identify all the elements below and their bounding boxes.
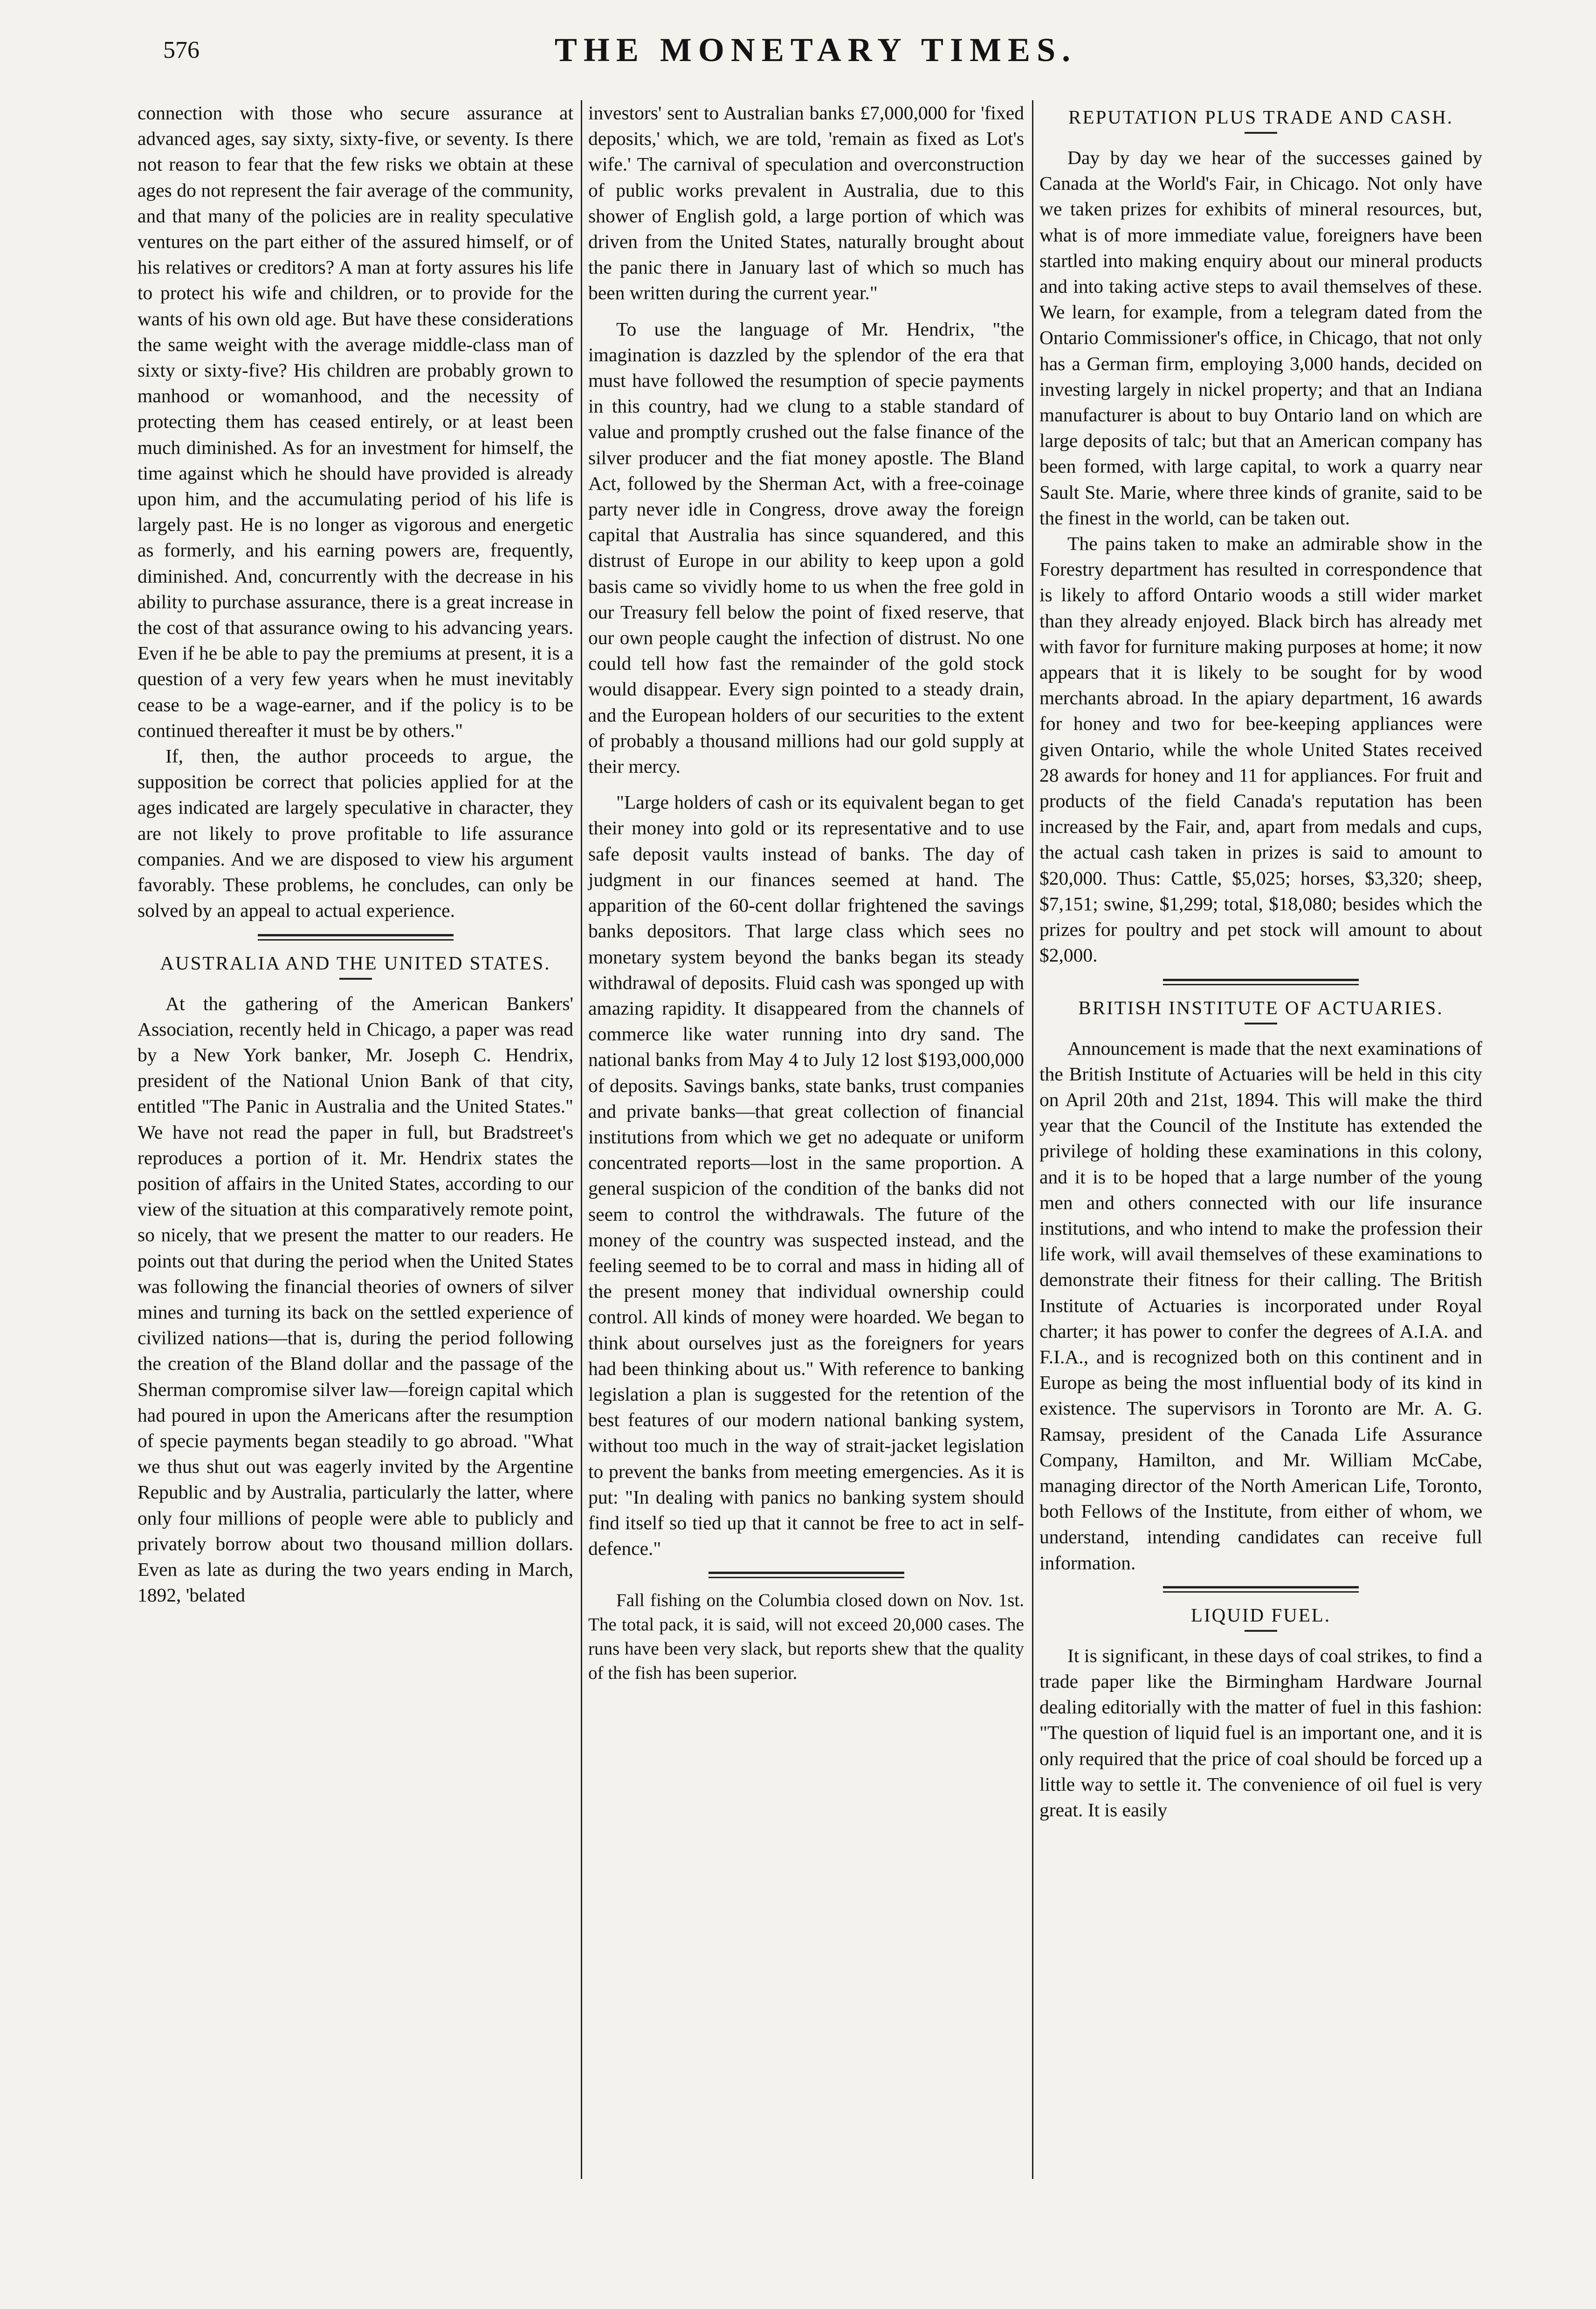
article-paragraph: Announcement is made that the next examinations of the British Institute of Actuaries will be held in this city on April 20th and 21st, 1894. This will make the third year that the Council of the Institute has extended the privilege of holding these examinations in this colony, and it is to be hoped that a large number of the young men and others connected with our life insurance institutions, and who intend to make the profession their life work, will avail themselves of these examinations to demonstrate their fitness for their calling. The British Institute of Actuaries is incorporated under Royal charter; it has power to confer the degrees of A.I.A. and F.I.A., and is recognized both on this continent and in Europe as being the most influential body of its kind in existence. The supervisors in Toronto are Mr. A. G. Ramsay, president of the Canada Life Assurance Company, Hamilton, and Mr. William McCabe, managing director of the North American Life, Toronto, both Fellows of the Institute, from either of whom, we understand, intending candidates can receive full information. xyxy=(1039,1037,1482,1574)
page-number: 576 xyxy=(163,37,200,63)
column-divider xyxy=(1032,100,1033,2179)
article-paragraph: investors' sent to Australian banks £7,000,000 for 'fixed deposits,' which, we are told, 'remain as fixed as Lot's wife.' The carnival of speculation and overconstruction of public works prevalent in Australia, due to this shower of English gold, a large portion of which was driven from the United States, naturally brought about the panic there in January last of which so much has been written during the current year." xyxy=(588,102,1024,304)
heading-rule xyxy=(1245,1630,1277,1632)
news-note: Fall fishing on the Columbia closed down on Nov. 1st. The total pack, it is said, will not exceed 20,000 cases. The runs have been very slack, but reports shew that the quality of the fish has been superior. xyxy=(588,1590,1024,1684)
masthead-title: THE MONETARY TIMES. xyxy=(554,31,1077,69)
article-paragraph: To use the language of Mr. Hendrix, "the imagination is dazzled by the splendor of the era that must have followed the resumption of specie payments in this country, had we clung to a stable standard of value and promptly crushed out the false finance of the silver producer and the fiat money apostle. The Bland Act, followed by the Sherman Act, with a free-coinage party never idle in Congress, drove away the foreign capital that Australia has since squandered, and this distrust of Europe in our ability to keep upon a gold basis came so vividly home to us when the free gold in our Treasury fell below the point of fixed reserve, that our own people caught the infection of distrust. No one could tell how fast the remainder of the gold stock would disappear. Every sign pointed to a steady drain, and the European holders of our securities to the extent of probably a thousand millions had our gold supply at their mercy. xyxy=(588,318,1024,777)
column-2 xyxy=(588,100,1024,1685)
article-paragraph: At the gathering of the American Bankers' Association, recently held in Chicago, a paper was read by a New York banker, Mr. Joseph C. Hendrix, president of the National Union Bank of that city, entitled "The Panic in Australia and the United States." We have not read the paper in full, but Bradstreet's reproduces a portion of it. Mr. Hendrix states the position of affairs in the United States, according to our view of the situation at this comparatively remote point, so nicely, that we present the matter to our readers. He points out that during the period when the United States was following the financial theories of owners of silver mines and turning its back on the settled experience of civilized nations—that is, during the period following the creation of the Bland dollar and the passage of the Sherman compromise silver law—foreign capital which had poured in upon the Americans after the resumption of specie payments began steadily to go abroad. "What we thus shut out was eagerly invited by the Argentine Republic and by Australia, particularly the latter, where only four millions of people were able to publicly and privately borrow about two thousand million dollars. Even as late as during the two years ending in March, 1892, 'belated xyxy=(138,992,573,1606)
page-header xyxy=(140,28,1492,79)
article-paragraph: "Large holders of cash or its equivalent began to get their money into gold or its representative and to use safe deposit vaults instead of banks. The day of judgment in our finances seemed at hand. The apparition of the 60-cent dollar frightened the savings banks depositors. That large class which sees no monetary system beyond the banks began its steady withdrawal of deposits. Fluid cash was sponged up with amazing rapidity. It disappeared from the channels of commerce like water running into dry sand. The national banks from May 4 to July 12 lost $193,000,000 of deposits. Savings banks, state banks, trust companies and private banks—that great collection of financial institutions from which we get no adequate or uniform concentrated reports—lost in the same proportion. A general suspicion of the condition of the banks did not seem to control the withdrawals. The future of the money of the country was suspected instead, and the feeling seemed to be to corral and mass in hiding all of the present money that individual ownership could control. All kinds of money were hoarded. We began to think about ourselves just as the foreigners for years had been thinking about us." With reference to banking legislation a plan is suggested for the retention of the best features of our modern national banking system, without too much in the way of strait-jacket legislation to prevent the banks from meeting emergencies. As it is put: "In dealing with panics no banking system should find itself so tied up that it cannot be free to act in self-defence." xyxy=(588,791,1024,1560)
heading-rule xyxy=(1245,132,1277,134)
section-divider xyxy=(709,1572,904,1578)
article-paragraph: Day by day we hear of the successes gained by Canada at the World's Fair, in Chicago. Not only have we taken prizes for exhibits of mineral resources, but, what is of more immediate value, foreigners have been startled into making enquiry about our mineral products and into taking active steps to avail themselves of these. We learn, for example, from a telegram dated from the Ontario Commissioner's office, in Chicago, that not only has a German firm, employing 3,000 hands, decided on investing largely in nickel property; and that an Indiana manufacturer is about to buy Ontario land on which are large deposits of talc; but that an American company has been formed, with large capital, to work a quarry near Sault Ste. Marie, where three kinds of granite, said to be the finest in the world, can be taken out. xyxy=(1039,147,1482,529)
section-divider xyxy=(258,934,454,941)
article-heading: REPUTATION PLUS TRADE AND CASH. xyxy=(1068,106,1453,128)
column-3 xyxy=(1039,100,1482,1823)
heading-rule xyxy=(1245,1023,1277,1024)
column-divider xyxy=(581,100,582,2179)
article-heading: BRITISH INSTITUTE OF ACTUARIES. xyxy=(1078,996,1444,1018)
article-paragraph: The pains taken to make an admirable show in the Forestry department has resulted in correspondence that is likely to afford Ontario woods a still wider market than they already enjoyed. Black birch has already met with favor for furniture making purposes at home; it now appears that it is likely to be sought for by wood merchants abroad. In the apiary department, 16 awards for honey and two for bee-keeping appliances were given Ontario, while the whole United States received 28 awards for honey and 11 for appliances. For fruit and products of the field Canada's reputation has been increased by the Fair, and, apart from medals and cups, the actual cash taken in prizes is said to amount to $20,000. Thus: Cattle, $5,025; horses, $3,320; sheep, $7,151; swine, $1,299; total, $18,080; besides which the prizes for poultry and pet stock will amount to about $2,000. xyxy=(1039,533,1482,966)
article-paragraph: It is significant, in these days of coal strikes, to find a trade paper like the Birmingham Hardware Journal dealing editorially with the matter of fuel in this fashion: "The question of liquid fuel is an important one, and it is only required that the price of coal should be forced up a little way to settle it. The convenience of oil fuel is very great. It is easily xyxy=(1039,1644,1482,1821)
heading-rule xyxy=(339,978,372,980)
article-paragraph: connection with those who secure assurance at advanced ages, say sixty, sixty-five, or seventy. Is there not reason to fear that the few risks we obtain at these ages do not represent the fair average of the community, and that many of the policies are in reality speculative ventures on the part either of the assured himself, or of his relatives or creditors? A man at forty assures his life to protect his wife and children, or to provide for the wants of his own old age. But have these considerations the same weight with the average middle-class man of sixty or sixty-five? His children are probably grown to manhood or womanhood, and the necessity of protecting them has ceased entirely, or at least been much diminished. As for an investment for himself, the time against which he should have provided is already upon him, and the accumulating period of his life is largely past. He is no longer as vigorous and energetic as formerly, and his earning powers are, frequently, diminished. And, concurrently with the decrease in his ability to purchase assurance, there is a great increase in the cost of that assurance owing to his advancing years. Even if he be able to pay the premiums at present, it is a question of a very few years when he must inevitably cease to be a wage-earner, and if the policy is to be continued thereafter it must be by others." xyxy=(138,102,573,741)
article-paragraph: If, then, the author proceeds to argue, the supposition be correct that policies applied for at the ages indicated are largely speculative in character, they are not likely to prove profitable to life assurance companies. And we are disposed to view his argument favorably. These problems, he concludes, can only be solved by an appeal to actual experience. xyxy=(138,745,573,921)
article-heading: AUSTRALIA AND THE UNITED STATES. xyxy=(160,952,551,974)
section-divider xyxy=(1163,979,1359,985)
column-1 xyxy=(138,100,573,1608)
article-heading: LIQUID FUEL. xyxy=(1190,1604,1331,1626)
section-divider xyxy=(1163,1586,1359,1593)
